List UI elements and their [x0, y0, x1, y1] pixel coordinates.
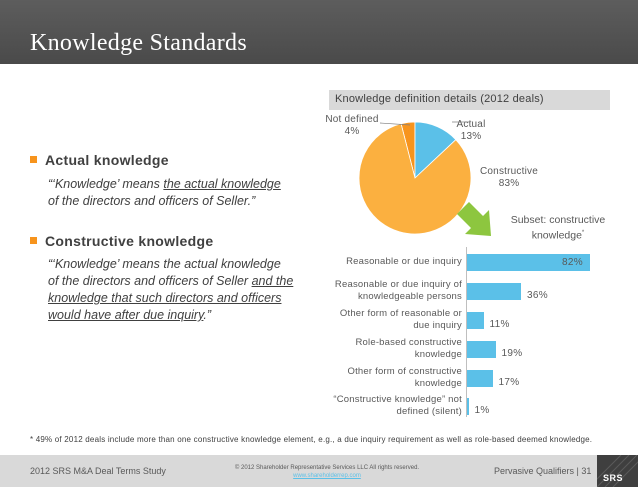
quote-text: of the directors and officers of Seller	[48, 274, 252, 288]
quote-underlined-text: knowledge that such directors and officers	[48, 291, 282, 305]
footer-study-title: 2012 SRS M&A Deal Terms Study	[30, 466, 166, 476]
bar	[467, 370, 493, 387]
pie-slice-name: Not defined	[325, 114, 379, 125]
bar-value-label: 11%	[489, 319, 510, 330]
pie-slice-value: 83%	[498, 178, 520, 189]
bar-value-label: 82%	[562, 257, 583, 268]
footer-section-page: Pervasive Qualifiers | 31	[494, 466, 592, 476]
bar-category-label: Reasonable or due inquiry of knowledgeable persons	[334, 279, 462, 302]
quote-text: “‘Knowledge’ means	[48, 177, 164, 191]
bullet-constructive-knowledge	[30, 233, 213, 249]
bar-category-label: Reasonable or due inquiry	[346, 256, 462, 267]
footnote: * 49% of 2012 deals include more than one constructive knowledge element, e.g., a due inquiry requirement as well as role-based deemed knowledge.	[30, 435, 593, 444]
bar-value-label: 19%	[501, 348, 523, 359]
bar-category-label: “Constructive knowledge” not defined (silent)	[333, 394, 462, 417]
header-bar	[0, 0, 638, 64]
quote-text: of the directors and officers of Seller.”	[48, 194, 256, 208]
bar-value-label: 17%	[498, 377, 520, 388]
bullet-square-icon	[30, 156, 37, 163]
website-link[interactable]: www.shareholderrep.com	[293, 473, 361, 479]
copyright-text: © 2012 Shareholder Representative Services LLC All rights reserved.	[234, 465, 420, 471]
quote-constructive-knowledge	[48, 256, 318, 324]
footer-bar	[0, 455, 638, 487]
footnote-mark: *	[581, 230, 585, 236]
subset-label-line: Subset: constructive	[510, 214, 606, 226]
bullet-actual-knowledge	[30, 152, 169, 168]
bar	[467, 398, 469, 415]
pie-slice-value: 4%	[344, 126, 360, 137]
down-arrow-icon	[457, 200, 497, 242]
bar-category-label: Other form of reasonable or due inquiry	[339, 308, 462, 331]
bullet-label: Actual knowledge	[45, 152, 169, 168]
pie-label-constructive	[474, 166, 544, 190]
pie-title-bar	[329, 90, 610, 110]
bar-category-label: Other form of constructive knowledge	[347, 366, 462, 389]
bar-chart-axis	[466, 247, 467, 417]
bar-value-label: 1%	[474, 405, 490, 416]
page-title: Knowledge Standards	[30, 30, 247, 56]
quote-text: .”	[203, 308, 212, 322]
pie-slice-value: 13%	[460, 131, 482, 142]
bar	[467, 283, 521, 300]
pie-slice-name: Actual	[456, 119, 486, 130]
quote-underlined-text: the actual knowledge	[163, 177, 281, 191]
logo-text: SRS	[603, 473, 624, 483]
bar	[467, 312, 484, 329]
quote-underlined-text: would have after due inquiry	[48, 308, 204, 322]
bar-category-label: Role-based constructive knowledge	[355, 337, 462, 360]
bullet-label: Constructive knowledge	[45, 233, 214, 249]
quote-underlined-text: and the	[251, 274, 294, 288]
footer-copyright	[212, 464, 442, 480]
srs-logo	[597, 455, 638, 487]
pie-slice-name: Constructive	[480, 166, 538, 177]
bullet-square-icon	[30, 237, 37, 244]
bar	[467, 341, 496, 358]
pie-leader-lines	[370, 118, 490, 138]
quote-actual-knowledge	[48, 176, 308, 210]
quote-text: “‘Knowledge’ means the actual knowledge	[48, 257, 281, 271]
subset-label-line: knowledge	[531, 229, 582, 242]
subset-label	[496, 214, 620, 243]
bar-value-label: 36%	[527, 290, 548, 301]
pie-chart-title: Knowledge definition details (2012 deals)	[335, 93, 544, 105]
